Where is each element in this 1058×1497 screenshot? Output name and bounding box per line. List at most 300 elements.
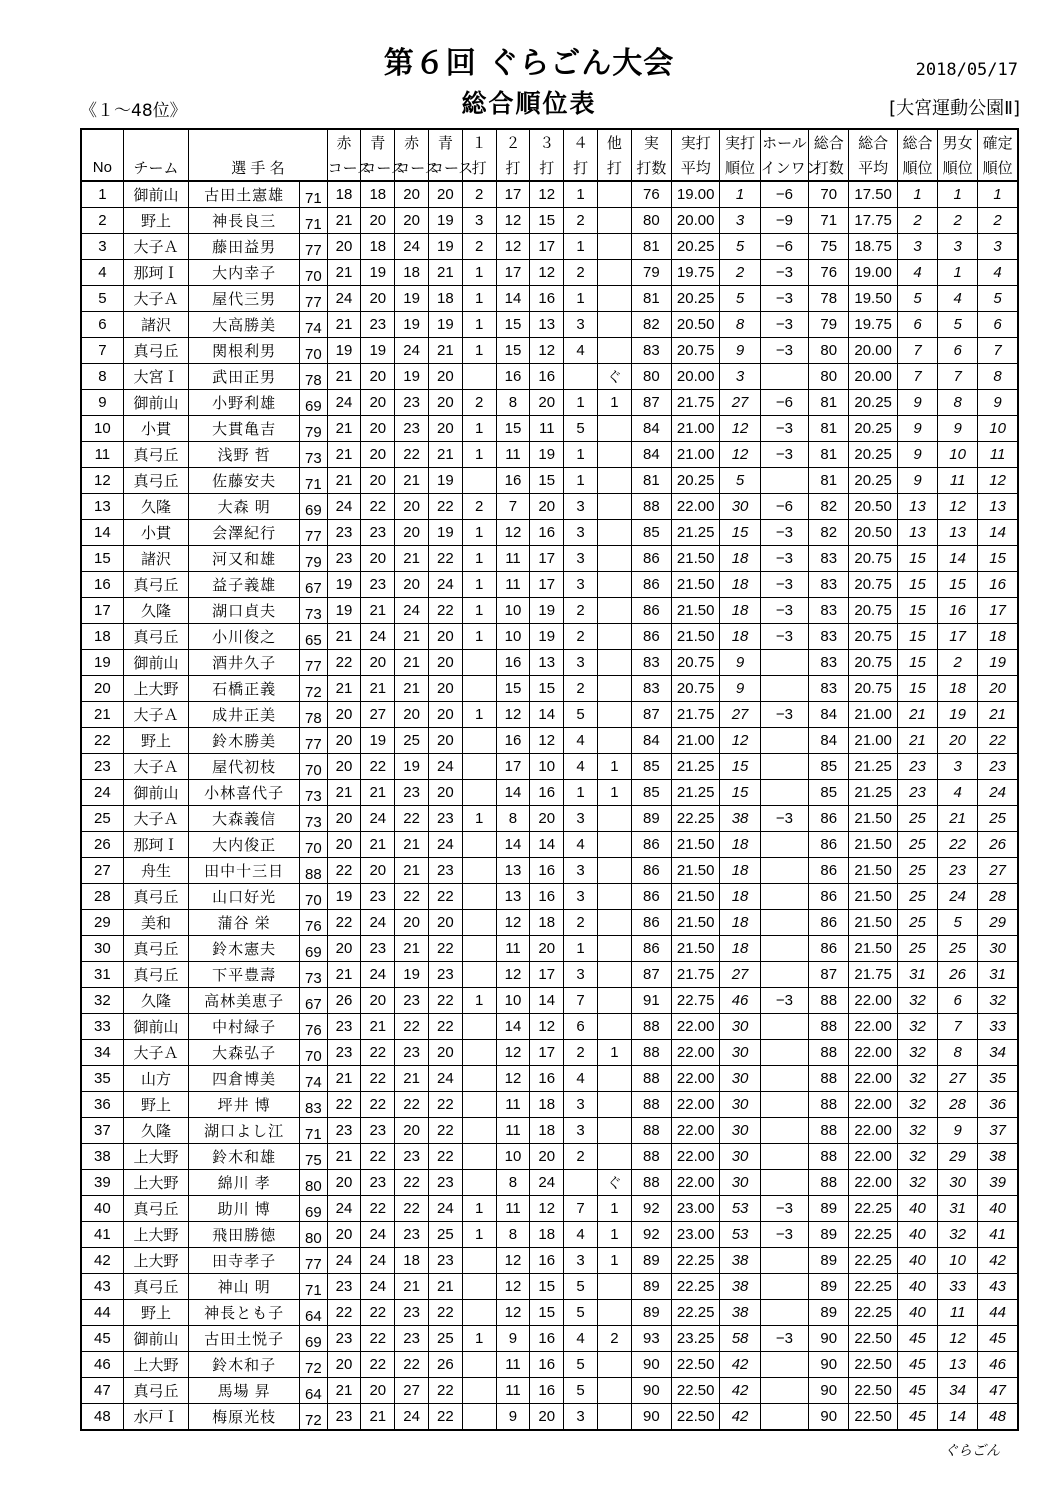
overall-total-cell: 85 — [809, 780, 849, 806]
overall-average-cell: 22.00 — [849, 988, 898, 1014]
rank-no-cell: 20 — [81, 676, 123, 702]
actual-average-cell: 21.75 — [671, 962, 720, 988]
header-cell-bottom: コース — [361, 155, 395, 181]
red-course-1-cell: 21 — [327, 442, 361, 468]
strokes-1-cell: 1 — [462, 806, 496, 832]
strokes-other-cell — [597, 858, 631, 884]
strokes-2-cell: 12 — [496, 910, 530, 936]
overall-rank-cell: 32 — [897, 1040, 937, 1066]
red-course-1-cell: 20 — [327, 234, 361, 260]
gender-rank-cell: 8 — [938, 390, 978, 416]
overall-average-cell: 20.75 — [849, 572, 898, 598]
header-cell-top: 総合 — [897, 129, 937, 155]
blue-course-1-cell: 22 — [361, 1352, 395, 1378]
actual-total-cell: 86 — [631, 546, 671, 572]
hole-in-one-cell — [760, 962, 809, 988]
strokes-4-cell: 3 — [564, 1248, 598, 1274]
actual-rank-cell: 8 — [720, 312, 760, 338]
blue-course-2-cell: 20 — [428, 910, 462, 936]
final-rank-cell: 12 — [978, 468, 1018, 494]
hole-in-one-cell — [760, 650, 809, 676]
red-course-1-cell: 20 — [327, 936, 361, 962]
strokes-1-cell — [462, 858, 496, 884]
strokes-other-cell — [597, 1300, 631, 1326]
red-course-2-cell: 22 — [395, 442, 429, 468]
gender-rank-cell: 7 — [938, 1014, 978, 1040]
overall-average-cell: 20.25 — [849, 416, 898, 442]
actual-average-cell: 21.75 — [671, 390, 720, 416]
strokes-1-cell — [462, 1118, 496, 1144]
player-name-cell: 山口好光 — [189, 884, 300, 910]
blue-course-1-cell: 20 — [361, 416, 395, 442]
strokes-1-cell — [462, 832, 496, 858]
gender-rank-cell: 22 — [938, 832, 978, 858]
actual-rank-cell: 27 — [720, 390, 760, 416]
rank-no-cell: 40 — [81, 1196, 123, 1222]
strokes-other-cell — [597, 1274, 631, 1300]
overall-total-cell: 83 — [809, 624, 849, 650]
rank-no-cell: 24 — [81, 780, 123, 806]
final-rank-cell: 11 — [978, 442, 1018, 468]
final-rank-cell: 8 — [978, 364, 1018, 390]
gender-rank-cell: 18 — [938, 676, 978, 702]
actual-average-cell: 20.25 — [671, 234, 720, 260]
player-age-cell: 78 — [300, 364, 327, 390]
final-rank-cell: 38 — [978, 1144, 1018, 1170]
table-row — [81, 598, 1018, 624]
strokes-4-cell: 3 — [564, 572, 598, 598]
team-cell: 御前山 — [123, 1326, 188, 1352]
red-course-2-cell: 24 — [395, 598, 429, 624]
rank-no-cell: 25 — [81, 806, 123, 832]
table-row — [81, 442, 1018, 468]
strokes-other-cell — [597, 1404, 631, 1431]
blue-course-1-cell: 18 — [361, 181, 395, 208]
blue-course-1-cell: 22 — [361, 1300, 395, 1326]
strokes-4-cell: 1 — [564, 468, 598, 494]
actual-rank-cell: 2 — [720, 260, 760, 286]
player-age-cell: 77 — [300, 728, 327, 754]
overall-rank-cell: 25 — [897, 936, 937, 962]
actual-total-cell: 84 — [631, 442, 671, 468]
player-name-cell: 古田土悦子 — [189, 1326, 300, 1352]
gender-rank-cell: 2 — [938, 208, 978, 234]
table-row — [81, 494, 1018, 520]
actual-rank-cell: 15 — [720, 520, 760, 546]
strokes-other-cell — [597, 494, 631, 520]
red-course-2-cell: 18 — [395, 1248, 429, 1274]
final-rank-cell: 25 — [978, 806, 1018, 832]
blue-course-2-cell: 19 — [428, 234, 462, 260]
strokes-2-cell: 15 — [496, 416, 530, 442]
strokes-4-cell: 3 — [564, 858, 598, 884]
actual-total-cell: 89 — [631, 806, 671, 832]
overall-rank-cell: 32 — [897, 1066, 937, 1092]
overall-average-cell: 21.50 — [849, 910, 898, 936]
header-cell-top: 実打 — [671, 129, 720, 155]
overall-rank-cell: 4 — [897, 260, 937, 286]
actual-total-cell: 81 — [631, 286, 671, 312]
table-row — [81, 1066, 1018, 1092]
blue-course-1-cell: 22 — [361, 1196, 395, 1222]
gender-rank-cell: 11 — [938, 468, 978, 494]
overall-average-cell: 20.25 — [849, 442, 898, 468]
strokes-1-cell — [462, 650, 496, 676]
strokes-3-cell: 17 — [530, 546, 564, 572]
actual-rank-cell: 42 — [720, 1404, 760, 1431]
team-cell: 上大野 — [123, 1144, 188, 1170]
footer-mark: ぐらごん — [944, 1443, 1000, 1459]
red-course-2-cell: 23 — [395, 416, 429, 442]
header-cell-bottom: 平均 — [671, 155, 720, 181]
strokes-3-cell: 19 — [530, 624, 564, 650]
overall-total-cell: 89 — [809, 1196, 849, 1222]
final-rank-cell: 22 — [978, 728, 1018, 754]
blue-course-2-cell: 25 — [428, 1326, 462, 1352]
red-course-2-cell: 19 — [395, 962, 429, 988]
player-name-cell: 四倉博美 — [189, 1066, 300, 1092]
strokes-other-cell — [597, 884, 631, 910]
actual-average-cell: 21.00 — [671, 728, 720, 754]
strokes-other-cell — [597, 286, 631, 312]
strokes-other-cell — [597, 1144, 631, 1170]
strokes-3-cell: 20 — [530, 1144, 564, 1170]
strokes-1-cell: 1 — [462, 1326, 496, 1352]
overall-average-cell: 21.00 — [849, 702, 898, 728]
actual-rank-cell: 9 — [720, 676, 760, 702]
rank-no-cell: 37 — [81, 1118, 123, 1144]
blue-course-1-cell: 20 — [361, 442, 395, 468]
hole-in-one-cell: −6 — [760, 494, 809, 520]
red-course-1-cell: 23 — [327, 1014, 361, 1040]
actual-rank-cell: 18 — [720, 598, 760, 624]
red-course-1-cell: 20 — [327, 1170, 361, 1196]
hole-in-one-cell — [760, 780, 809, 806]
strokes-4-cell: 4 — [564, 832, 598, 858]
actual-average-cell: 21.50 — [671, 598, 720, 624]
actual-average-cell: 21.00 — [671, 442, 720, 468]
actual-average-cell: 22.25 — [671, 1274, 720, 1300]
header-cell-top: 実 — [631, 129, 671, 155]
actual-rank-cell: 12 — [720, 416, 760, 442]
team-cell: 野上 — [123, 1092, 188, 1118]
actual-total-cell: 90 — [631, 1352, 671, 1378]
player-age-cell: 77 — [300, 650, 327, 676]
final-rank-cell: 31 — [978, 962, 1018, 988]
strokes-4-cell: 4 — [564, 754, 598, 780]
gender-rank-cell: 9 — [938, 416, 978, 442]
overall-rank-cell: 7 — [897, 338, 937, 364]
strokes-other-cell — [597, 546, 631, 572]
table-row — [81, 1326, 1018, 1352]
overall-average-cell: 20.25 — [849, 390, 898, 416]
red-course-2-cell: 24 — [395, 338, 429, 364]
hole-in-one-cell — [760, 1170, 809, 1196]
player-name-cell: 大内幸子 — [189, 260, 300, 286]
gender-rank-cell: 13 — [938, 1352, 978, 1378]
gender-rank-cell: 20 — [938, 728, 978, 754]
blue-course-1-cell: 20 — [361, 390, 395, 416]
table-row — [81, 936, 1018, 962]
actual-total-cell: 82 — [631, 312, 671, 338]
overall-total-cell: 83 — [809, 572, 849, 598]
strokes-2-cell: 11 — [496, 546, 530, 572]
actual-total-cell: 86 — [631, 572, 671, 598]
strokes-3-cell: 20 — [530, 390, 564, 416]
overall-average-cell: 22.00 — [849, 1040, 898, 1066]
table-row — [81, 1404, 1018, 1431]
team-cell: 久隆 — [123, 988, 188, 1014]
team-cell: 諸沢 — [123, 546, 188, 572]
hole-in-one-cell: −3 — [760, 702, 809, 728]
header-row-top — [81, 129, 1018, 155]
table-row — [81, 910, 1018, 936]
hole-in-one-cell — [760, 858, 809, 884]
team-cell: 御前山 — [123, 1014, 188, 1040]
overall-average-cell: 22.50 — [849, 1352, 898, 1378]
header-row-bottom — [81, 155, 1018, 181]
actual-total-cell: 88 — [631, 1118, 671, 1144]
strokes-2-cell: 17 — [496, 181, 530, 208]
overall-average-cell: 20.25 — [849, 468, 898, 494]
red-course-1-cell: 26 — [327, 988, 361, 1014]
red-course-2-cell: 24 — [395, 234, 429, 260]
player-name-cell: 鈴木勝美 — [189, 728, 300, 754]
actual-rank-cell: 38 — [720, 1248, 760, 1274]
overall-average-cell: 20.75 — [849, 624, 898, 650]
header-cell-bottom: コース — [428, 155, 462, 181]
overall-total-cell: 90 — [809, 1326, 849, 1352]
red-course-2-cell: 23 — [395, 1222, 429, 1248]
blue-course-2-cell: 24 — [428, 1066, 462, 1092]
final-rank-cell: 3 — [978, 234, 1018, 260]
strokes-1-cell — [462, 728, 496, 754]
strokes-other-cell — [597, 572, 631, 598]
hole-in-one-cell: −6 — [760, 390, 809, 416]
actual-average-cell: 22.75 — [671, 988, 720, 1014]
red-course-1-cell: 20 — [327, 1222, 361, 1248]
team-cell: 真弓丘 — [123, 624, 188, 650]
strokes-1-cell: 2 — [462, 234, 496, 260]
hole-in-one-cell — [760, 910, 809, 936]
gender-rank-cell: 19 — [938, 702, 978, 728]
red-course-1-cell: 20 — [327, 832, 361, 858]
blue-course-1-cell: 23 — [361, 1118, 395, 1144]
overall-rank-cell: 13 — [897, 494, 937, 520]
strokes-3-cell: 16 — [530, 286, 564, 312]
player-name-cell: 藤田益男 — [189, 234, 300, 260]
strokes-other-cell — [597, 910, 631, 936]
team-cell: 大子Ａ — [123, 286, 188, 312]
actual-average-cell: 20.25 — [671, 286, 720, 312]
blue-course-1-cell: 21 — [361, 832, 395, 858]
header-cell-top: 総合 — [849, 129, 898, 155]
header-cell-top — [81, 129, 123, 155]
team-cell: 野上 — [123, 208, 188, 234]
blue-course-2-cell: 23 — [428, 1248, 462, 1274]
blue-course-2-cell: 22 — [428, 1300, 462, 1326]
rank-no-cell: 48 — [81, 1404, 123, 1431]
header-cell-top — [189, 129, 327, 155]
gender-rank-cell: 30 — [938, 1170, 978, 1196]
player-name-cell: 飛田勝徳 — [189, 1222, 300, 1248]
strokes-2-cell: 11 — [496, 1196, 530, 1222]
strokes-3-cell: 12 — [530, 260, 564, 286]
player-name-cell: 鈴木憲夫 — [189, 936, 300, 962]
overall-total-cell: 88 — [809, 1066, 849, 1092]
table-row — [81, 1170, 1018, 1196]
strokes-2-cell: 12 — [496, 1274, 530, 1300]
strokes-1-cell — [462, 1248, 496, 1274]
red-course-2-cell: 22 — [395, 1170, 429, 1196]
hole-in-one-cell: −3 — [760, 338, 809, 364]
team-cell: 久隆 — [123, 494, 188, 520]
strokes-4-cell: 3 — [564, 520, 598, 546]
red-course-2-cell: 19 — [395, 286, 429, 312]
hole-in-one-cell — [760, 1014, 809, 1040]
table-row — [81, 260, 1018, 286]
red-course-1-cell: 23 — [327, 520, 361, 546]
hole-in-one-cell — [760, 1300, 809, 1326]
actual-total-cell: 83 — [631, 338, 671, 364]
overall-total-cell: 88 — [809, 1092, 849, 1118]
strokes-2-cell: 12 — [496, 234, 530, 260]
header-cell-bottom: 順位 — [978, 155, 1018, 181]
actual-total-cell: 88 — [631, 1066, 671, 1092]
strokes-other-cell — [597, 312, 631, 338]
actual-rank-cell: 5 — [720, 234, 760, 260]
strokes-2-cell: 8 — [496, 1222, 530, 1248]
header-cell-bottom: 打 — [530, 155, 564, 181]
actual-total-cell: 84 — [631, 728, 671, 754]
red-course-2-cell: 23 — [395, 1040, 429, 1066]
blue-course-1-cell: 18 — [361, 234, 395, 260]
strokes-other-cell — [597, 962, 631, 988]
blue-course-1-cell: 23 — [361, 1170, 395, 1196]
player-name-cell: 湖口よし江 — [189, 1118, 300, 1144]
strokes-other-cell — [597, 260, 631, 286]
overall-total-cell: 90 — [809, 1404, 849, 1431]
strokes-1-cell: 1 — [462, 520, 496, 546]
rank-no-cell: 47 — [81, 1378, 123, 1404]
hole-in-one-cell — [760, 468, 809, 494]
actual-average-cell: 21.50 — [671, 572, 720, 598]
strokes-other-cell — [597, 1066, 631, 1092]
team-cell: 山方 — [123, 1066, 188, 1092]
actual-average-cell: 20.25 — [671, 468, 720, 494]
hole-in-one-cell — [760, 754, 809, 780]
red-course-2-cell: 22 — [395, 1352, 429, 1378]
hole-in-one-cell: −3 — [760, 416, 809, 442]
player-name-cell: 武田正男 — [189, 364, 300, 390]
actual-rank-cell: 27 — [720, 702, 760, 728]
table-row — [81, 832, 1018, 858]
overall-rank-cell: 9 — [897, 442, 937, 468]
player-name-cell: 神山 明 — [189, 1274, 300, 1300]
overall-average-cell: 18.75 — [849, 234, 898, 260]
overall-total-cell: 83 — [809, 650, 849, 676]
gender-rank-cell: 13 — [938, 520, 978, 546]
overall-rank-cell: 2 — [897, 208, 937, 234]
overall-rank-cell: 15 — [897, 650, 937, 676]
header-cell-bottom: チーム — [123, 155, 188, 181]
player-age-cell: 77 — [300, 1248, 327, 1274]
rank-no-cell: 28 — [81, 884, 123, 910]
player-name-cell: 下平豊壽 — [189, 962, 300, 988]
blue-course-1-cell: 19 — [361, 338, 395, 364]
strokes-3-cell: 19 — [530, 442, 564, 468]
blue-course-2-cell: 22 — [428, 1378, 462, 1404]
rank-no-cell: 23 — [81, 754, 123, 780]
hole-in-one-cell — [760, 1118, 809, 1144]
final-rank-cell: 48 — [978, 1404, 1018, 1431]
hole-in-one-cell: −3 — [760, 1326, 809, 1352]
overall-average-cell: 19.50 — [849, 286, 898, 312]
hole-in-one-cell — [760, 676, 809, 702]
strokes-1-cell — [462, 754, 496, 780]
strokes-1-cell: 3 — [462, 208, 496, 234]
actual-total-cell: 87 — [631, 390, 671, 416]
final-rank-cell: 44 — [978, 1300, 1018, 1326]
strokes-1-cell — [462, 1014, 496, 1040]
hole-in-one-cell — [760, 1352, 809, 1378]
strokes-2-cell: 12 — [496, 1300, 530, 1326]
player-age-cell: 70 — [300, 338, 327, 364]
strokes-4-cell: 1 — [564, 936, 598, 962]
rank-no-cell: 43 — [81, 1274, 123, 1300]
actual-rank-cell: 38 — [720, 806, 760, 832]
strokes-2-cell: 16 — [496, 650, 530, 676]
strokes-3-cell: 18 — [530, 910, 564, 936]
strokes-other-cell — [597, 468, 631, 494]
gender-rank-cell: 14 — [938, 546, 978, 572]
final-rank-cell: 32 — [978, 988, 1018, 1014]
strokes-1-cell: 2 — [462, 494, 496, 520]
rank-range-label: 《１～48位》 — [80, 101, 187, 121]
actual-rank-cell: 18 — [720, 546, 760, 572]
player-age-cell: 73 — [300, 962, 327, 988]
overall-average-cell: 22.00 — [849, 1144, 898, 1170]
hole-in-one-cell: −3 — [760, 312, 809, 338]
actual-average-cell: 22.00 — [671, 1014, 720, 1040]
blue-course-1-cell: 22 — [361, 1144, 395, 1170]
table-row — [81, 390, 1018, 416]
gender-rank-cell: 27 — [938, 1066, 978, 1092]
header-cell-bottom: 順位 — [938, 155, 978, 181]
final-rank-cell: 23 — [978, 754, 1018, 780]
overall-rank-cell: 23 — [897, 780, 937, 806]
overall-total-cell: 89 — [809, 1222, 849, 1248]
player-age-cell: 73 — [300, 780, 327, 806]
strokes-4-cell — [564, 1170, 598, 1196]
strokes-1-cell — [462, 1352, 496, 1378]
team-cell: 小貫 — [123, 520, 188, 546]
strokes-other-cell — [597, 1118, 631, 1144]
red-course-2-cell: 20 — [395, 208, 429, 234]
blue-course-2-cell: 21 — [428, 260, 462, 286]
player-age-cell: 70 — [300, 260, 327, 286]
strokes-4-cell: 2 — [564, 910, 598, 936]
strokes-other-cell: 1 — [597, 754, 631, 780]
player-name-cell: 梅原光枝 — [189, 1404, 300, 1431]
strokes-1-cell — [462, 910, 496, 936]
overall-rank-cell: 32 — [897, 988, 937, 1014]
blue-course-2-cell: 21 — [428, 1274, 462, 1300]
actual-total-cell: 89 — [631, 1300, 671, 1326]
blue-course-2-cell: 20 — [428, 702, 462, 728]
red-course-2-cell: 20 — [395, 181, 429, 208]
hole-in-one-cell: −3 — [760, 546, 809, 572]
